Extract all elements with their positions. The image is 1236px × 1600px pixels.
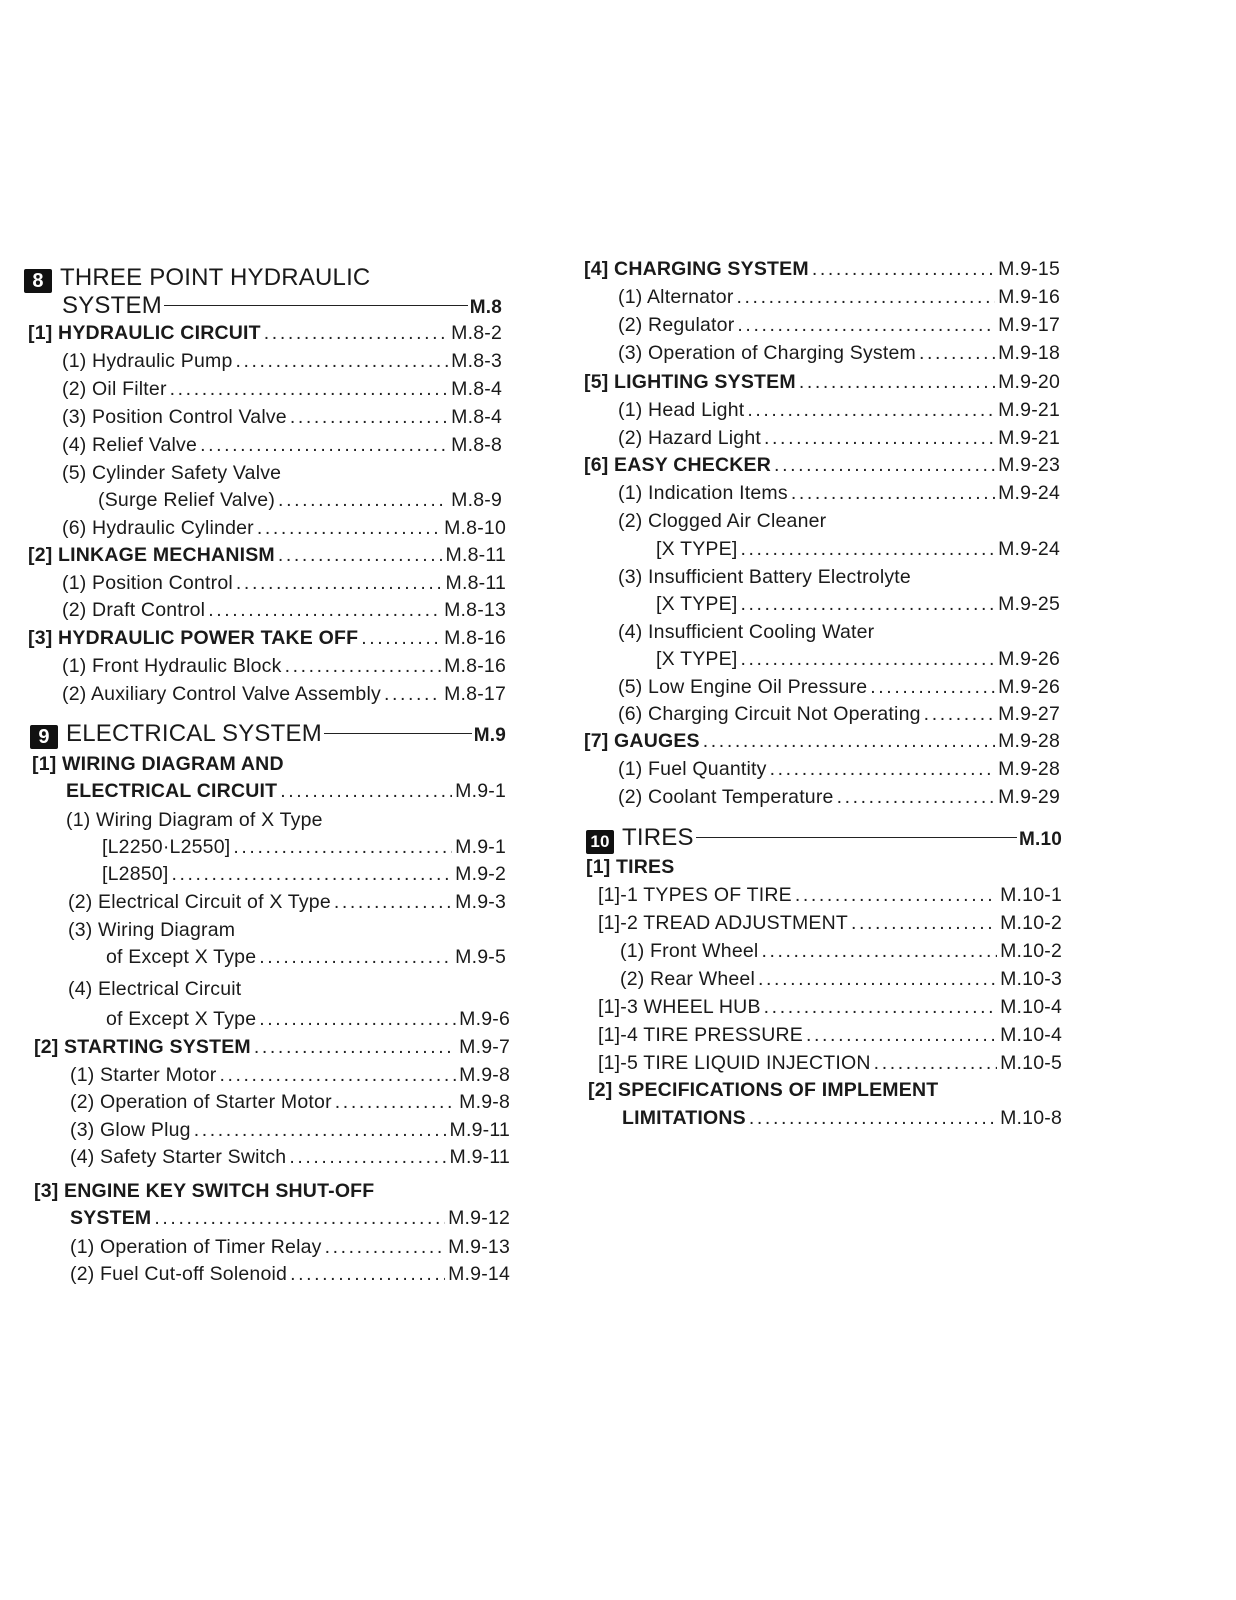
dot-leader [740, 592, 995, 616]
entry-label: (2) Draft Control [62, 599, 206, 621]
entry-label: (2) Oil Filter [62, 378, 167, 400]
dot-leader [278, 543, 443, 567]
section-10-title: TIRES [622, 824, 694, 851]
dot-leader [764, 426, 995, 450]
dot-leader [259, 945, 452, 969]
toc-entry [68, 890, 506, 914]
entry-label: [1] HYDRAULIC CIRCUIT [28, 322, 261, 344]
dot-leader [285, 654, 442, 678]
dot-leader [236, 571, 443, 595]
entry-label: (3) Operation of Charging System [618, 342, 916, 364]
entry-page-number: M.9-17 [998, 314, 1060, 336]
dot-leader [924, 702, 995, 726]
toc-entry [618, 398, 1060, 422]
entry-label: (5) Cylinder Safety Valve [62, 462, 282, 484]
entry-label: (Surge Relief Valve) [98, 489, 276, 511]
entry-label: (1) Front Wheel [620, 940, 759, 962]
entry-page-number: M.8-17 [444, 683, 506, 705]
dot-leader [761, 939, 997, 963]
toc-entry [70, 1063, 510, 1087]
entry-label: (6) Charging Circuit Not Operating [618, 703, 921, 725]
entry-page-number: M.10-4 [1000, 1024, 1062, 1046]
entry-page-number: M.10-5 [1000, 1052, 1062, 1074]
entry-label: [1]-4 TIRE PRESSURE [598, 1024, 803, 1046]
toc-entry [618, 620, 874, 644]
toc-entry [68, 977, 241, 1001]
dot-leader [806, 1023, 997, 1047]
entry-label: LIMITATIONS [622, 1107, 746, 1129]
toc-entry [618, 675, 1060, 699]
entry-label: [1] TIRES [586, 856, 675, 878]
entry-label: [2] LINKAGE MECHANISM [28, 544, 275, 566]
entry-page-number: M.9-15 [998, 258, 1060, 280]
dot-leader [289, 1145, 446, 1169]
entry-page-number: M.10-3 [1000, 968, 1062, 990]
entry-page-number: M.9-18 [998, 342, 1060, 364]
entry-page-number: M.9-25 [998, 593, 1060, 615]
entry-label: (3) Glow Plug [70, 1119, 191, 1141]
entry-label: [1] WIRING DIAGRAM AND [32, 753, 284, 775]
dot-leader [870, 675, 995, 699]
toc-entry [598, 995, 1062, 1019]
toc-entry [70, 1206, 510, 1230]
dot-leader [200, 433, 448, 457]
entry-page-number: M.9-2 [455, 863, 506, 885]
section-8-title-line1: THREE POINT HYDRAULIC [60, 264, 371, 291]
dot-leader [795, 883, 997, 907]
dot-leader [919, 341, 995, 365]
section-8-title-line2: SYSTEM [62, 292, 162, 319]
toc-entry [598, 1023, 1062, 1047]
entry-page-number: M.8-9 [451, 489, 502, 511]
dot-leader [737, 313, 995, 337]
entry-label: (2) Coolant Temperature [618, 786, 834, 808]
dot-leader [259, 1007, 456, 1031]
toc-entry [62, 349, 502, 373]
toc-entry [618, 757, 1060, 781]
entry-label: (3) Position Control Valve [62, 406, 287, 428]
dot-leader [791, 481, 995, 505]
dot-leader [737, 285, 996, 309]
dot-leader [208, 598, 441, 622]
toc-entry [620, 967, 1062, 991]
entry-page-number: M.9-21 [998, 399, 1060, 421]
entry-label: (2) Electrical Circuit of X Type [68, 891, 331, 913]
entry-page-number: M.9-20 [998, 371, 1060, 393]
dot-leader [264, 321, 448, 345]
toc-entry [62, 405, 502, 429]
toc-entry [68, 918, 235, 942]
entry-label: (2) Fuel Cut-off Solenoid [70, 1263, 288, 1285]
entry-label: (4) Relief Valve [62, 434, 198, 456]
entry-label: of Except X Type [106, 1008, 257, 1030]
entry-page-number: M.8-11 [445, 572, 506, 594]
section-10-badge: 10 [586, 830, 614, 854]
dot-leader [290, 405, 448, 429]
toc-entry [70, 1145, 510, 1169]
dot-leader [335, 1090, 456, 1114]
dot-leader [851, 911, 997, 935]
entry-label: [1]-1 TYPES OF TIRE [598, 884, 792, 906]
toc-entry [66, 808, 323, 832]
entry-label: (4) Safety Starter Switch [70, 1146, 287, 1168]
section-10-heading [586, 824, 1062, 854]
entry-label: (6) Hydraulic Cylinder [62, 517, 254, 539]
dot-leader [280, 779, 452, 803]
entry-label: (1) Front Hydraulic Block [62, 655, 282, 677]
entry-label: [3] ENGINE KEY SWITCH SHUT-OFF [34, 1180, 375, 1202]
toc-entry [584, 453, 1060, 477]
toc-entry [584, 370, 1060, 394]
dot-leader [758, 967, 997, 991]
dot-leader [171, 862, 452, 886]
toc-entry [66, 779, 506, 803]
leader-rule [696, 837, 1017, 838]
entry-page-number: M.9-11 [449, 1146, 510, 1168]
toc-entry [102, 862, 506, 886]
entry-page-number: M.10-2 [1000, 912, 1062, 934]
entry-page-number: M.10-8 [1000, 1107, 1062, 1129]
entry-label: (1) Head Light [618, 399, 745, 421]
entry-label: [1]-5 TIRE LIQUID INJECTION [598, 1052, 871, 1074]
toc-entry [70, 1235, 510, 1259]
entry-label: [6] EASY CHECKER [584, 454, 772, 476]
toc-entry [618, 785, 1060, 809]
entry-page-number: M.8-16 [444, 627, 506, 649]
entry-label: [X TYPE] [656, 538, 738, 560]
entry-page-number: M.9-7 [459, 1036, 510, 1058]
entry-label: [2] STARTING SYSTEM [34, 1036, 251, 1058]
toc-entry [656, 537, 1060, 561]
entry-label: [X TYPE] [656, 648, 738, 670]
entry-label: (1) Starter Motor [70, 1064, 217, 1086]
entry-page-number: M.9-21 [998, 427, 1060, 449]
dot-leader [254, 1035, 456, 1059]
toc-entry [618, 565, 911, 589]
dot-leader [233, 835, 452, 859]
entry-page-number: M.8-2 [451, 322, 502, 344]
toc-entry [598, 1051, 1062, 1075]
entry-page-number: M.9-16 [998, 286, 1060, 308]
entry-label: [L2250·L2550] [102, 836, 231, 858]
dot-leader [170, 377, 449, 401]
toc-entry [656, 647, 1060, 671]
entry-label: (1) Position Control [62, 572, 233, 594]
toc-entry [62, 433, 502, 457]
section-8-badge: 8 [24, 269, 52, 293]
entry-label: (4) Insufficient Cooling Water [618, 621, 875, 643]
entry-label: [3] HYDRAULIC POWER TAKE OFF [28, 627, 359, 649]
dot-leader [740, 537, 995, 561]
dot-leader [770, 757, 995, 781]
toc-entry [62, 598, 506, 622]
entry-page-number: M.8-11 [445, 544, 506, 566]
entry-page-number: M.9-8 [459, 1091, 510, 1113]
entry-page-number: M.8-16 [444, 655, 506, 677]
entry-label: (3) Insufficient Battery Electrolyte [618, 566, 911, 588]
entry-label: [1]-2 TREAD ADJUSTMENT [598, 912, 848, 934]
toc-entry [106, 1007, 510, 1031]
entry-label: (2) Hazard Light [618, 427, 762, 449]
entry-page-number: M.9-24 [998, 538, 1060, 560]
entry-page-number: M.9-28 [998, 758, 1060, 780]
dot-leader [799, 370, 995, 394]
entry-label: (1) Wiring Diagram of X Type [66, 809, 323, 831]
entry-page-number: M.9-1 [455, 780, 506, 802]
entry-page-number: M.10-2 [1000, 940, 1062, 962]
entry-page-number: M.9-29 [998, 786, 1060, 808]
dot-leader [740, 647, 995, 671]
toc-entry [70, 1118, 510, 1142]
entry-page-number: M.10-1 [1000, 884, 1062, 906]
dot-leader [749, 1106, 997, 1130]
entry-page-number: M.9-26 [998, 676, 1060, 698]
entry-label: [X TYPE] [656, 593, 738, 615]
entry-label: ELECTRICAL CIRCUIT [66, 780, 278, 802]
entry-page-number: M.8-4 [451, 406, 502, 428]
toc-entry [618, 509, 826, 533]
dot-leader [361, 626, 441, 650]
toc-entry [32, 752, 284, 776]
entry-label: (1) Operation of Timer Relay [70, 1236, 322, 1258]
entry-label: [5] LIGHTING SYSTEM [584, 371, 796, 393]
toc-entry [62, 654, 506, 678]
dot-leader [764, 995, 997, 1019]
dot-leader [874, 1051, 997, 1075]
toc-entry [618, 426, 1060, 450]
section-9-heading [30, 720, 506, 750]
entry-label: (2) Operation of Starter Motor [70, 1091, 332, 1113]
dot-leader [219, 1063, 456, 1087]
entry-label: of Except X Type [106, 946, 257, 968]
toc-entry [34, 1035, 510, 1059]
section-8-heading-line2 [62, 292, 502, 322]
entry-page-number: M.8-4 [451, 378, 502, 400]
dot-leader [257, 516, 441, 540]
entry-page-number: M.9-28 [998, 730, 1060, 752]
toc-entry [586, 855, 674, 879]
leader-rule [164, 305, 468, 306]
dot-leader [325, 1235, 446, 1259]
dot-leader [703, 729, 995, 753]
toc-entry [28, 543, 506, 567]
toc-entry [620, 939, 1062, 963]
entry-page-number: M.9-27 [998, 703, 1060, 725]
entry-page-number: M.9-12 [448, 1207, 510, 1229]
entry-page-number: M.9-26 [998, 648, 1060, 670]
entry-label: (1) Hydraulic Pump [62, 350, 233, 372]
toc-entry [102, 835, 506, 859]
entry-label: [7] GAUGES [584, 730, 700, 752]
toc-entry [34, 1179, 374, 1203]
dot-leader [384, 682, 441, 706]
toc-entry [98, 488, 502, 512]
toc-entry [618, 341, 1060, 365]
toc-entry [598, 883, 1062, 907]
dot-leader [278, 488, 448, 512]
toc-entry [622, 1106, 1062, 1130]
entry-label: (2) Regulator [618, 314, 735, 336]
toc-entry [62, 461, 281, 485]
leader-rule [324, 733, 472, 734]
entry-page-number: M.9-3 [455, 891, 506, 913]
entry-label: (4) Electrical Circuit [68, 978, 242, 1000]
section-10-page: M.10 [1018, 829, 1062, 850]
toc-entry [584, 257, 1060, 281]
dot-leader [837, 785, 996, 809]
entry-label: (1) Fuel Quantity [618, 758, 767, 780]
toc-entry [656, 592, 1060, 616]
entry-page-number: M.9-6 [459, 1008, 510, 1030]
dot-leader [812, 257, 995, 281]
entry-page-number: M.8-3 [451, 350, 502, 372]
toc-entry [618, 702, 1060, 726]
toc-entry [62, 571, 506, 595]
dot-leader [774, 453, 995, 477]
entry-label: (2) Auxiliary Control Valve Assembly [62, 683, 381, 705]
entry-page-number: M.9-13 [448, 1236, 510, 1258]
section-9-page: M.9 [473, 725, 506, 746]
entry-page-number: M.9-8 [459, 1064, 510, 1086]
entry-label: [1]-3 WHEEL HUB [598, 996, 761, 1018]
dot-leader [154, 1206, 445, 1230]
toc-entry [618, 481, 1060, 505]
entry-label: (1) Alternator [618, 286, 734, 308]
entry-label: [4] CHARGING SYSTEM [584, 258, 809, 280]
entry-page-number: M.9-24 [998, 482, 1060, 504]
toc-entry [28, 626, 506, 650]
toc-entry [28, 321, 502, 345]
section-8-heading [24, 264, 370, 292]
section-8-page: M.8 [469, 297, 502, 318]
entry-page-number: M.8-13 [444, 599, 506, 621]
entry-page-number: M.8-10 [444, 517, 506, 539]
section-9-badge: 9 [30, 725, 58, 749]
entry-label: SYSTEM [70, 1207, 152, 1229]
entry-label: (2) Clogged Air Cleaner [618, 510, 827, 532]
section-9-title: ELECTRICAL SYSTEM [66, 720, 322, 747]
entry-page-number: M.9-11 [449, 1119, 510, 1141]
dot-leader [194, 1118, 447, 1142]
entry-page-number: M.9-14 [448, 1263, 510, 1285]
toc-entry [584, 729, 1060, 753]
entry-label: [L2850] [102, 863, 169, 885]
entry-label: (3) Wiring Diagram [68, 919, 236, 941]
toc-entry [62, 516, 506, 540]
dot-leader [290, 1262, 445, 1286]
toc-entry [598, 911, 1062, 935]
toc-entry [588, 1078, 938, 1102]
dot-leader [747, 398, 995, 422]
entry-page-number: M.8-8 [451, 434, 502, 456]
entry-page-number: M.9-23 [998, 454, 1060, 476]
entry-page-number: M.10-4 [1000, 996, 1062, 1018]
toc-entry [62, 682, 506, 706]
toc-entry [618, 313, 1060, 337]
dot-leader [235, 349, 448, 373]
toc-entry [106, 945, 506, 969]
entry-label: [2] SPECIFICATIONS OF IMPLEMENT [588, 1079, 939, 1101]
dot-leader [334, 890, 452, 914]
entry-label: (2) Rear Wheel [620, 968, 756, 990]
toc-entry [62, 377, 502, 401]
entry-page-number: M.9-1 [455, 836, 506, 858]
toc-entry [70, 1262, 510, 1286]
entry-page-number: M.9-5 [455, 946, 506, 968]
toc-entry [70, 1090, 510, 1114]
entry-label: (1) Indication Items [618, 482, 788, 504]
toc-entry [618, 285, 1060, 309]
entry-label: (5) Low Engine Oil Pressure [618, 676, 868, 698]
